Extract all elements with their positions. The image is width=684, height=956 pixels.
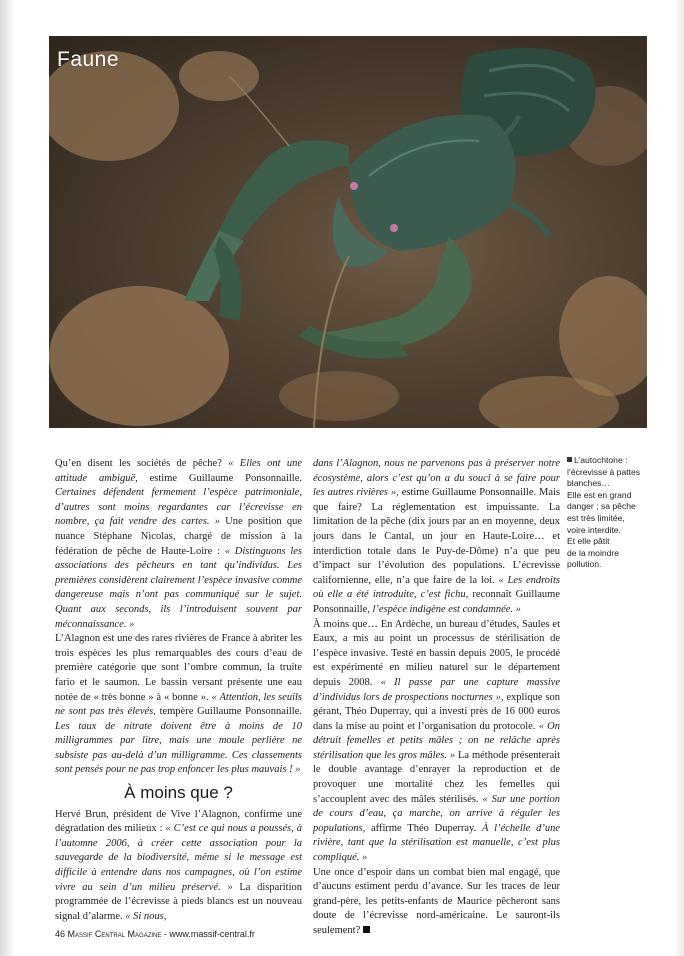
section-heading: À moins que ? xyxy=(124,783,233,803)
caption-line: pollution. xyxy=(567,559,602,570)
caption-line: voire interdite. xyxy=(567,524,621,535)
caption-line: Elle est en grand xyxy=(567,489,632,500)
crayfish-illustration xyxy=(49,36,647,428)
crayfish-photo xyxy=(49,36,647,428)
article-column-1 xyxy=(55,457,302,924)
caption-line: blanches… xyxy=(567,478,610,489)
magazine-url: www.massif-central.fr xyxy=(169,929,255,939)
caption-line: de la moindre xyxy=(567,547,620,558)
paragraph: dans l’Alagnon, nous ne parvenons pas à préserver notre écosystème, alors c’est qu’on a du souci à se faire pour les autres rivières », estime Guillaume Ponsonnaille. Mais que faire? La réglementation est impuissante. La limitation de la pêche (dix jours par an en moyenne, deux jours dans le Cantal, un jour en Haute-Loire… et interdiction totale dans le Puy-de-Dôme) n’a que peu d’impact sur l’évolution des populations. L’écrevisse californienne, elle, n’a que faire de la loi. « Les endroits où elle a été introduite, c’est fichu, reconnaît Guillaume Ponsonnaille, l’espèce indigène est condamnée. » xyxy=(313,458,560,615)
end-of-article-square-icon xyxy=(363,926,370,933)
paragraph: À moins que… En Ardèche, un bureau d’études, Saules et Eaux, a mis au point un processus de stérilisation de l’espèce invasive. Testé en bassin depuis 2005, le procédé est expérimenté en milieu naturel sur le département depuis 2008. « Il passe par une capture massive d’individus lors de prospections nocturnes », explique son gérant, Théo Duperray, qui a investi près de 16 000 euros dans la mise au point et l’organisation du protocole. « On détruit femelles et petits mâles ; on ne relâche après stérilisation que les gros mâles. » La méthode présenterait le double avantage d’enrayer la reproduction et de provoquer une mortalité chez les femelles qui s’accouplent avec des mâles stérilisés. « Sur une portion de cours d’eau, ça marche, on arrive à réguler les populations, affirme Théo Duperray. À l’échelle d’une rivière, tant que la stérilisation est manuelle, c’est plus compliqué. » xyxy=(313,618,561,864)
page-edge xyxy=(674,0,684,956)
magazine-name: Massif Central Magazine xyxy=(67,929,162,939)
caption-line: est très limitée, xyxy=(567,512,625,523)
footer-separator: - xyxy=(161,929,170,939)
section-rubric: Faune xyxy=(57,48,120,71)
paragraph: Une once d’espoir dans un combat bien mal engagé, que d’aucuns estiment perdu d’avance. Sur les traces de leur grand-père, les petits-enfants de Maurice pêcheront sans doute de l’écrevisse nord-américaine. Le sauront-ils seulement? xyxy=(313,866,560,936)
caption-line: l’écrevisse à pattes xyxy=(567,466,641,477)
caption-square-icon xyxy=(567,457,572,462)
caption-line: danger ; sa pêche xyxy=(567,501,636,512)
article-column-2 xyxy=(313,457,560,939)
page-footer xyxy=(55,929,255,939)
page-binding-shadow xyxy=(0,0,14,956)
paragraph: L’Alagnon est une des rares rivières de France à abriter les trois espèces les plus remarquables des cours d’eau de première catégorie que sont l’ombre commun, la truite fario et le saumon. Le bassin versant présente une eau notée de « très bonne » à « bonne ». « Attention, les seuils ne sont pas très élevés, tempère Guillaume Ponsonnaille. Les taux de nitrate doivent être à moins de 10 milligrammes par litre, mais une moule perlière ne subsiste pas au-delà d’un milligramme. Ces classements sont pensés pour ne pas trop enfoncer les plus mauvais ! » xyxy=(55,633,303,776)
page-number: 46 xyxy=(55,929,66,939)
caption-line: Et elle pâtit xyxy=(567,536,610,547)
paragraph: Qu’en disent les sociétés de pêche? « Elles ont une attitude ambiguë, estime Guillaume Ponsonnaille. Certaines défendent fermement l’espèce patrimoniale, d’autres sont moins regardantes car l’écrevisse en nombre, ça fait vendre des cartes. » Une position que nuance Stéphane Nicolas, chargé de mission à la fédération de pêche de Haute-Loire : « Distinguons les associations des pêcheurs en tant qu’individus. Les premières considèrent clairement l’espèce invasive comme dangereuse mais n’ont pas communiqué sur le sujet. Quant aux seconds, ils l’introduisent souvent par méconnaissance. » xyxy=(55,458,302,630)
photo-caption xyxy=(567,455,647,571)
paragraph: Hervé Brun, président de Vive l’Alagnon, confirme une dégradation des milieux : « C’est ce qui nous a poussés, à l’automne 2006, à créer cette association pour la sauvegarde de la biodiversité, même si le message est difficile à entendre dans nos campagnes, où l’on estime vivre au sein d’un milieu préservé. » La disparition programmée de l’écrevisse à pieds blancs est un nouveau signal d’alarme. « Si nous, xyxy=(55,808,302,922)
caption-line: L’autochtone : xyxy=(567,455,647,467)
